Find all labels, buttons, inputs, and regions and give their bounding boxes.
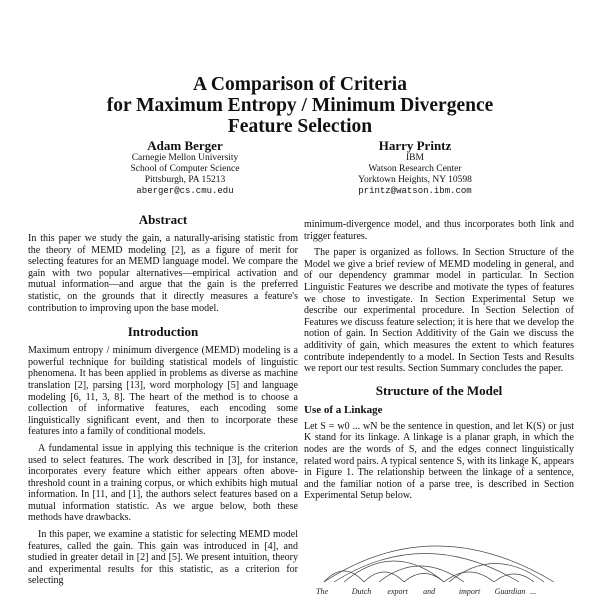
linkage-arc [379, 566, 464, 582]
author-block-1 [70, 138, 300, 197]
author-email[interactable]: printz@watson.ibm.com [358, 186, 472, 196]
linkage-subheading: Use of a Linkage [304, 403, 383, 416]
linkage-arc [334, 554, 519, 583]
author-address: Pittsburgh, PA 15213 [144, 175, 226, 185]
author-block-2 [300, 138, 530, 197]
linkage-word: The [316, 587, 328, 596]
linkage-word: export [387, 587, 408, 596]
linkage-word: import [458, 587, 481, 596]
author-name: Adam Berger [147, 138, 223, 153]
linkage-arc [444, 572, 494, 582]
author-email[interactable]: aberger@cs.cmu.edu [136, 186, 234, 196]
linkage-arc [364, 572, 404, 582]
linkage-arc [494, 574, 534, 582]
linkage-paragraph: Let S = w0 ... wN be the sentence in question, and let K(S) or just K stand for its linkage. A linkage is a planar graph, in which the nodes are the words of S, and the edges connect linguistically related word pairs. A typical sentence S, with its linkage K, appears in Figure 1. The relationship between the linkage of a sentence, and the familiar notion of a parse tree, is described in Section Experimental Setup below. [304, 420, 574, 502]
linkage-word: ... [530, 587, 537, 596]
linkage-word: and [423, 587, 436, 596]
author-address: Yorktown Heights, NY 10598 [358, 175, 472, 185]
intro-paragraph-2: A fundamental issue in applying this technique is the criterion used to select features. The work described in [3], for instance, incorporates every feature which either appears often above-threshold count in a training corpus, or which exhibits high mutual information. In [11, and [1], the authors select features based on a mutual information statistic. As we argue below, both these methods have drawbacks. [28, 442, 298, 524]
linkage-words [316, 587, 536, 596]
author-affiliation: Carnegie Mellon University [131, 153, 239, 163]
continued-paragraph: minimum-divergence model, and thus incorporates both link and trigger features. [304, 219, 574, 242]
linkage-arc [344, 561, 444, 582]
organization-paragraph: The paper is organized as follows. In Section Structure of the Model we give a brief review of MEMD modeling in general, and of our dependency grammar model in particular. In Section Linguistic Features we describe and motivate the types of features we chose to investigate. In Section Experimental Setup we describe our experimental procedure. In Section Selection of Features we discuss feature selection; it is here that we develop the notion of gain. In Section Additivity of the Gain we discuss the additivity of gain, which measures the extent to which features contribute independently to a model. In Section Tests and Results we report our test results. Section Summary concludes the paper. [304, 247, 574, 375]
paper-title [0, 74, 600, 137]
author-name: Harry Printz [378, 138, 452, 153]
linkage-word: Dutch [351, 587, 372, 596]
introduction-heading: Introduction [127, 324, 199, 340]
author-department: School of Computer Science [130, 164, 240, 174]
abstract-heading: Abstract [138, 212, 188, 227]
linkage-figure [304, 520, 574, 600]
intro-paragraph-1: Maximum entropy / minimum divergence (MEMD) modeling is a powerful technique for building statistical models of linguistic phenomena. It has been applied in problems as diverse as machine translation [2], parsing [13], word morphology [5] and language modeling [6, 11, 3, 8]. The heart of the method is to choose a collection of informative features, each encoding some linguistically significant event, and then to incorporate these features into a family of conditional models. [28, 345, 298, 438]
structure-heading: Structure of the Model [375, 382, 503, 398]
title-line-2: for Maximum Entropy / Minimum Divergence [106, 95, 494, 116]
intro-paragraph-3: In this paper, we examine a statistic for selecting MEMD model features, called the gain. This gain was introduced in [4], and studied in greater detail in [2] and [5]. We present intuition, theory and experimental results for this statistic, as a criterion for selecting [28, 529, 298, 587]
linkage-arcs [324, 546, 554, 582]
linkage-arc [324, 571, 364, 582]
author-department: Watson Research Center [368, 164, 462, 174]
linkage-arc [404, 574, 444, 583]
right-column [304, 219, 574, 507]
left-column [28, 212, 298, 592]
linkage-word: Guardian [494, 587, 526, 596]
title-line-1: A Comparison of Criteria [193, 74, 407, 95]
author-affiliation: IBM [406, 153, 424, 163]
abstract-text: In this paper we study the gain, a naturally-arising statistic from the theory of MEMD modeling [2], as a figure of merit for selecting features for an MEMD language model. We compare the gain with two popular alternatives—empirical activation and mutual information—and argue that the gain is the preferred statistic, on the grounds that it directly measures a feature's contribution to improving upon the base model. [28, 233, 298, 314]
title-line-3: Feature Selection [227, 116, 373, 137]
